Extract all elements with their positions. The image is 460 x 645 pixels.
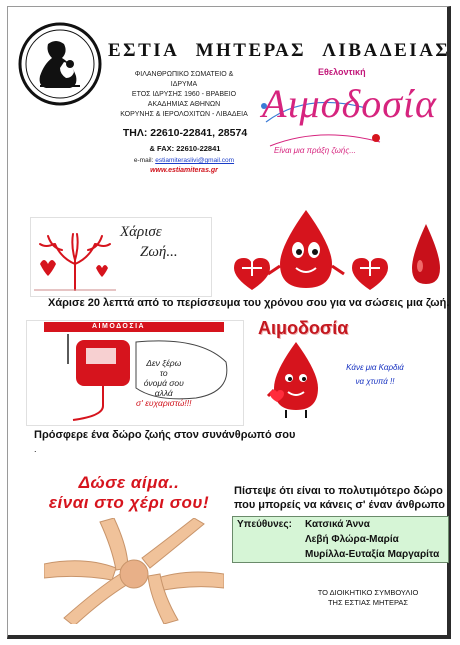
board-line: ΤΟ ΔΙΟΙΚΗΤΙΚΟ ΣΥΜΒΟΥΛΙΟ — [317, 588, 419, 597]
board-signature — [300, 588, 436, 608]
speech-line: σ' ευχαριστώ!!! — [136, 398, 192, 408]
aimodosia-tagline: Είναι μια πράξη ζωής... — [274, 146, 356, 155]
email-label: e-mail: — [133, 157, 154, 164]
aimodosia-small-wordmark: Αιμοδοσία — [258, 318, 349, 338]
joined-hands-image — [44, 518, 224, 624]
pisteue-line: που μπορείς να κάνεις σ' έναν άνθρωπο — [234, 499, 446, 511]
speech-line: το — [159, 368, 168, 378]
poster-header-text: ΑΙΜΟΔΟΣΙΑ — [92, 323, 146, 330]
xarise-line: Ζωή... — [140, 244, 178, 260]
email-line — [104, 157, 264, 164]
kardia-line: να χτυπά !! — [355, 377, 395, 386]
heart-tree-icon — [32, 220, 118, 292]
aimodosia-wordmark: Αιμοδοσία — [262, 81, 438, 126]
responsible-name: Μυρίλλα-Ευταξία Μαργαρίτα — [305, 549, 440, 560]
volunteer-label: Εθελοντική — [318, 67, 366, 77]
speech-line: αλλά — [154, 388, 173, 398]
dose-aima-heading — [30, 473, 228, 513]
estia-logo — [18, 22, 102, 106]
dose-line: Δώσε αίμα.. — [78, 473, 180, 492]
responsible-label: Υπεύθυνες: — [237, 519, 292, 530]
website-link[interactable]: www.estiamiteras.gr — [150, 167, 218, 174]
fax-number: 22610-22841 — [176, 144, 221, 153]
speech-bubble-text — [136, 358, 192, 408]
board-line: ΤΗΣ ΕΣΤΙΑΣ ΜΗΤΕΡΑΣ — [327, 598, 409, 607]
stray-dot: . — [34, 444, 37, 454]
pisteue-text — [234, 484, 450, 512]
responsible-name: Κατσικά Άννα — [305, 519, 370, 530]
speech-line: Δεν ξέρω — [146, 358, 182, 368]
responsible-box — [232, 516, 449, 563]
dose-line: είναι στο χέρι σου! — [48, 493, 210, 512]
kardia-caption — [343, 361, 407, 389]
email-link[interactable]: estiamiteraslivi@gmail.com — [155, 157, 235, 164]
telephone: ΤΗΛ: 22610-22841, 28574 — [122, 127, 248, 139]
page-title: ΕΣΤΙΑ ΜΗΤΕΡΑΣ ΛΙΒΑΔΕΙΑΣ — [108, 40, 451, 61]
subtitle-line: ΚΟΡΥΝΗΣ & ΙΕΡΟΛΟΧΙΤΩΝ - ΛΙΒΑΔΕΙΑ — [120, 111, 248, 118]
donation-slogan-1: Χάρισε 20 λεπτά από το περίσσευμα του χρόνου σου για να σώσεις μια ζωή. — [48, 297, 450, 309]
subtitle-line: ΑΚΑΔΗΜΙΑΣ ΑΘΗΝΩΝ — [147, 101, 221, 108]
blood-drop-icon — [410, 222, 442, 286]
speech-line: όνομά σου — [143, 378, 184, 388]
subtitle-line: ΦΙΛΑΝΘΡΩΠΙΚΟ ΣΩΜΑΤΕΙΟ & — [134, 71, 234, 78]
blood-drop-mascot-with-hearts — [228, 206, 388, 298]
subtitle-line: ΕΤΟΣ ΙΔΡΥΣΗΣ 1960 - ΒΡΑΒΕΙΟ — [131, 91, 237, 98]
donation-slogan-2: Πρόσφερε ένα δώρο ζωής στον συνάνθρωπό σου — [34, 429, 296, 441]
subtitle-line: ΙΔΡΥΜΑ — [170, 81, 198, 88]
fax-label: & FAX: — [149, 144, 175, 153]
xarise-caption — [120, 222, 178, 262]
responsible-name: Λεβή Φλώρα-Μαρία — [305, 534, 399, 545]
pisteue-line: Πίστεψε ότι είναι το πολυτιμότερο δώρο — [234, 485, 443, 497]
kardia-line: Κάνε μια Καρδιά — [346, 363, 404, 372]
fax — [100, 144, 270, 153]
blood-drop-heart-mascot — [266, 340, 326, 420]
xarise-line: Χάρισε — [120, 224, 162, 240]
